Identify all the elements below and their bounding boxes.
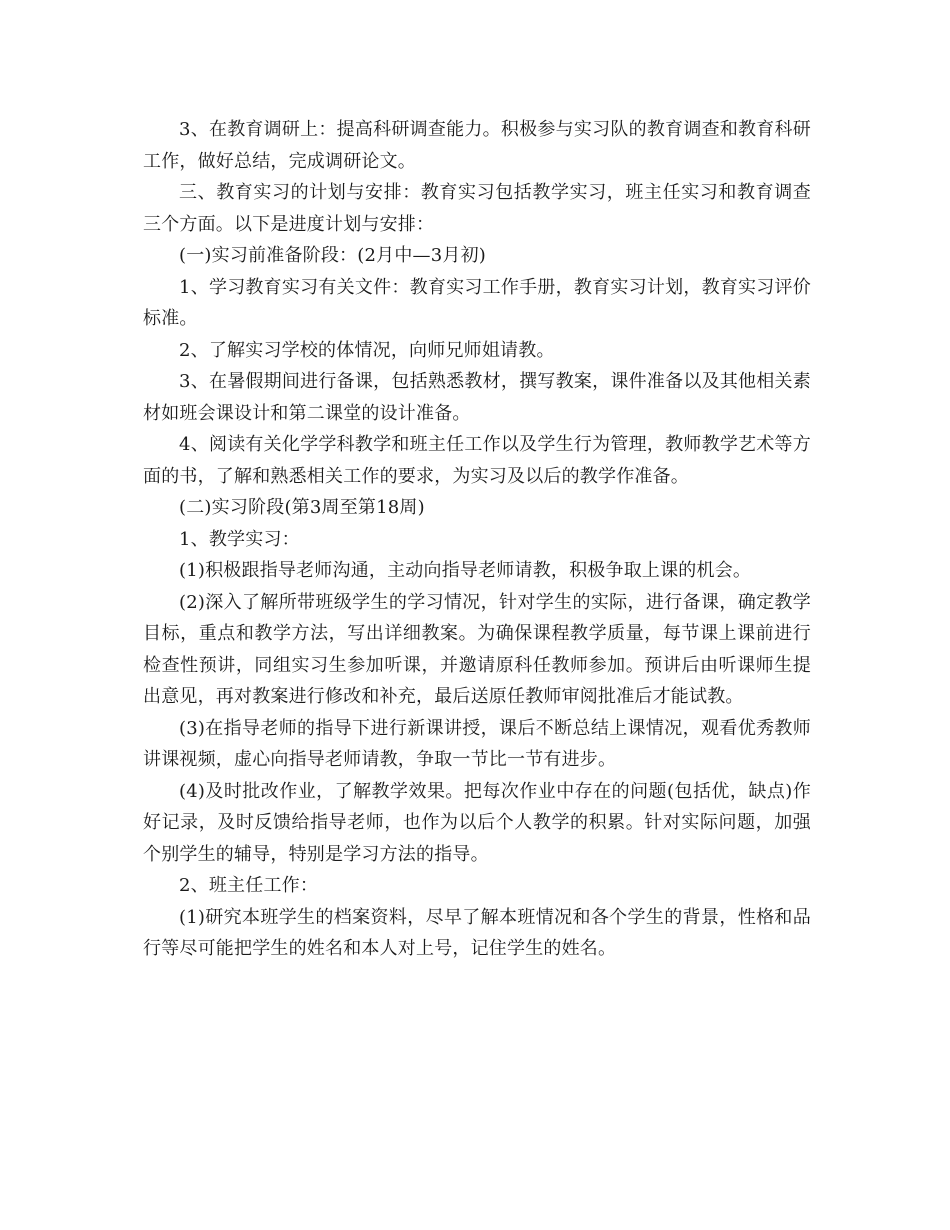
paragraph-stage-one-item-4: 4、阅读有关化学学科教学和班主任工作以及学生行为管理，教师教学艺术等方面的书，了解和熟悉相关工作的要求，为实习及以后的教学作准备。 <box>143 434 811 487</box>
paragraph-stage-two-heading: (二)实习阶段(第3周至第18周) <box>179 497 425 518</box>
paragraph-teaching-item-1: (1)积极跟指导老师沟通，主动向指导老师请教，积极争取上课的机会。 <box>179 560 752 581</box>
paragraph-stage-one-heading: (一)实习前准备阶段：(2月中—3月初) <box>179 245 486 266</box>
paragraph-stage-one-item-1: 1、学习教育实习有关文件：教育实习工作手册，教育实习计划，教育实习评价标准。 <box>143 276 811 329</box>
paragraph-teaching-item-2: (2)深入了解所带班级学生的学习情况，针对学生的实际，进行备课，确定教学目标，重点和教学方法，写出详细教案。为确保课程教学质量，每节课上课前进行检查性预讲，同组实习生参加听课，并邀请原科任教师参加。预讲后由听课师生提出意见，再对教案进行修改和补充，最后送原任教师审阅批准后才能试教。 <box>143 591 811 707</box>
paragraph-stage-one-item-3: 3、在暑假期间进行备课，包括熟悉教材，撰写教案，课件准备以及其他相关素材如班会课设计和第二课堂的设计准备。 <box>143 371 811 424</box>
paragraph-plan-heading: 三、教育实习的计划与安排：教育实习包括教学实习，班主任实习和教育调查三个方面。以下是进度计划与安排： <box>143 182 811 235</box>
paragraph-teaching-practice-heading: 1、教学实习： <box>179 528 300 550</box>
paragraph-class-teacher-heading: 2、班主任工作： <box>179 875 319 896</box>
paragraph-teaching-item-3: (3)在指导老师的指导下进行新课讲授，课后不断总结上课情况，观看优秀教师讲课视频，虚心向指导老师请教，争取一节比一节有进步。 <box>143 717 811 770</box>
document-body <box>143 114 811 965</box>
paragraph-class-teacher-item-1: (1)研究本班学生的档案资料，尽早了解本班情况和各个学生的背景，性格和品行等尽可能把学生的姓名和本人对上号，记住学生的姓名。 <box>143 906 811 959</box>
paragraph-teaching-item-4: (4)及时批改作业，了解教学效果。把每次作业中存在的问题(包括优，缺点)作好记录，及时反馈给指导老师，也作为以后个人教学的积累。针对实际问题，加强个别学生的辅导，特别是学习方法的指导。 <box>143 780 811 865</box>
paragraph-stage-one-item-2: 2、了解实习学校的体情况，向师兄师姐请教。 <box>179 339 555 361</box>
paragraph-research-goal: 3、在教育调研上：提高科研调查能力。积极参与实习队的教育调查和教育科研工作，做好总结，完成调研论文。 <box>143 119 811 172</box>
